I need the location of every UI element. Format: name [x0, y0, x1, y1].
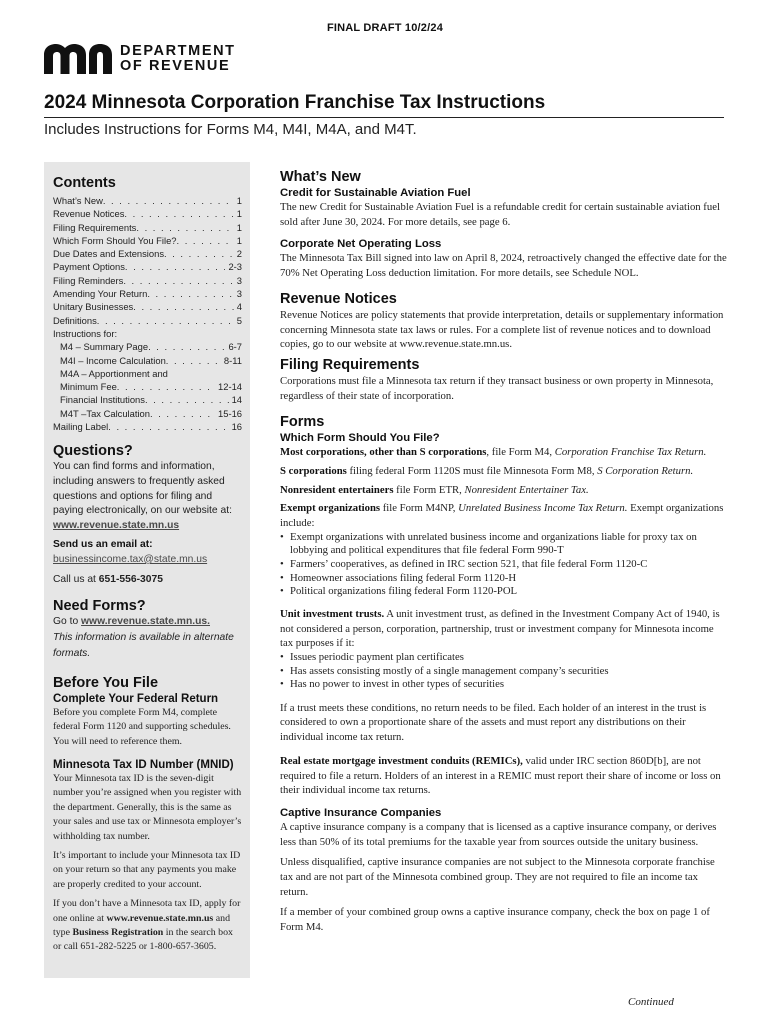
forms-heading: Forms [280, 414, 325, 431]
logo-line-2: OF REVENUE [120, 58, 231, 74]
list-item: • Has assets consisting mostly of a single management company’s securities [280, 665, 728, 679]
toc-item[interactable]: Revenue Notices . . . 1 [53, 207, 242, 220]
list-item: • Homeowner associations filing federal Form 1120-H [280, 572, 728, 586]
toc-item[interactable]: M4 – Summary Page . . . 6-7 [53, 340, 242, 353]
revenue-notices-text: Revenue Notices are policy statements that provide interpretation, details or supplementary information concerning Minnesota state tax laws or rules. For a complete list of revenue notices and to download copies, go to our website at www.revenue.state.mn.us. [280, 308, 724, 351]
exempt-org-list [280, 531, 728, 599]
toc-item[interactable]: Which Form Should You File? . . . 1 [53, 234, 242, 247]
saf-heading: Credit for Sustainable Aviation Fuel [280, 187, 471, 199]
mn-logo-mark-icon [44, 44, 112, 74]
saf-text: The new Credit for Sustainable Aviation Fuel is a refundable credit for certain sustainable aviation fuel sold after June 30, 2024. For more details, see page 6. [280, 201, 720, 228]
trust-text: If a trust meets these conditions, no return needs to be filed. Each holder of an interest in the trust is considered to own a proportionate share of the assets and must report any distributions on their individual income tax return. [280, 701, 707, 744]
forms-para-4: Exempt organizations file Form M4NP, Unrelated Business Income Tax Return. Exempt organizations include: [280, 502, 724, 530]
nol-heading: Corporate Net Operating Loss [280, 238, 442, 251]
complete-return-heading: Complete Your Federal Return [53, 692, 219, 705]
draft-label: FINAL DRAFT 10/2/24 [326, 22, 444, 34]
email-label: Send us an email at: [53, 539, 153, 551]
toc-item[interactable]: Amending Your Return . . . 3 [53, 287, 242, 300]
captive-text-1: A captive insurance company is a company that is licensed as a captive insurance company, or derives less than 50% of its total premiums for the taxable year from sources outside the unitary business. [280, 820, 717, 848]
nol-text: The Minnesota Tax Bill signed into law on April 8, 2024, retroactively changed the effective date for the 70% Net Operating Loss deduction limitation. For more details, see Schedule NOL. [280, 252, 727, 280]
continued-label: Continued [628, 996, 674, 1008]
remic-para: Real estate mortgage investment conduits (REMICs), valid under IRC section 860D[b], are not required to file a return. Holders of an interest in a REMIC must report their share of income or loss on their individual income tax returns. [280, 754, 721, 797]
toc-item[interactable]: Due Dates and Extensions . . . 2 [53, 247, 242, 260]
alt-formats-note: This information is available in alternate formats. [53, 631, 234, 660]
uit-para: Unit investment trusts. A unit investment trust, as defined in the Investment Company Act of 1940, is not considered a person, corporation, partnership, trust or investment company for Minnesota income tax purposes if it: [280, 607, 720, 650]
main-content [280, 168, 728, 935]
toc-item[interactable]: Definitions . . . 5 [53, 314, 242, 327]
need-forms-heading: Need Forms? [53, 598, 146, 615]
goto-text: Go to www.revenue.state.mn.us. [53, 616, 210, 628]
toc-item[interactable]: M4I – Income Calculation . . . 8-11 [53, 354, 242, 367]
website-link[interactable]: www.revenue.state.mn.us [53, 519, 180, 531]
phone-number: 651-556-3075 [98, 573, 163, 585]
captive-heading: Captive Insurance Companies [280, 806, 442, 819]
toc-instructions-label: Instructions for: [53, 327, 118, 339]
toc-item[interactable]: Unitary Businesses . . . 4 [53, 300, 242, 313]
toc-item[interactable]: Filing Requirements . . . 1 [53, 221, 242, 234]
toc-item[interactable]: Mailing Label . . . 16 [53, 420, 242, 433]
mnid-text-3: If you don’t have a Minnesota tax ID, apply for one online at www.revenue.state.mn.us and type Business Registration in the search box or call 651-282-5225 or 1-800-657-3605. [53, 898, 241, 953]
mnid-text-2: It’s important to include your Minnesota tax ID on your return so that any payments you make are properly credited to your account. [53, 849, 241, 890]
revenue-notices-heading: Revenue Notices [280, 290, 397, 307]
toc-item[interactable]: What’s New . . . 1 [53, 194, 242, 207]
complete-return-text: Before you complete Form M4, complete federal Form 1120 and supporting schedules. You will need to reference them. [53, 706, 231, 747]
logo-line-1: DEPARTMENT [120, 43, 236, 59]
whats-new-heading: What’s New [280, 169, 361, 185]
contents-heading: Contents [53, 175, 116, 191]
table-of-contents [53, 194, 242, 433]
questions-text: You can find forms and information, including answers to frequently asked questions and options for filing and paying electronically, on our website at: [53, 461, 232, 517]
sidebar [44, 162, 250, 978]
mnid-heading: Minnesota Tax ID Number (MNID) [53, 758, 234, 771]
forms-para-1: Most corporations, other than S corporations, file Form M4, Corporation Franchise Tax Return. [280, 446, 707, 459]
captive-text-3: If a member of your combined group owns a captive insurance company, check the box on page 1 of Form M4. [280, 906, 710, 934]
before-you-file-heading: Before You File [53, 674, 159, 691]
list-item: • Farmers’ cooperatives, as defined in IRC section 521, that file federal Form 1120-C [280, 558, 728, 572]
page-title: 2024 Minnesota Corporation Franchise Tax Instructions [44, 92, 546, 113]
page-subtitle: Includes Instructions for Forms M4, M4I, M4A, and M4T. [44, 121, 417, 138]
toc-item[interactable]: M4A – Apportionment and [60, 367, 168, 379]
filing-requirements-heading: Filing Requirements [280, 356, 420, 373]
forms-para-3: Nonresident entertainers file Form ETR, Nonresident Entertainer Tax. [280, 483, 589, 496]
captive-text-2: Unless disqualified, captive insurance companies are not subject to the Minnesota corporate franchise tax and are not part of the Minnesota combined group. They are not required to file an income tax return. [280, 856, 715, 898]
toc-item[interactable]: M4T –Tax Calculation . . . 15-16 [53, 407, 242, 420]
forms-website-link[interactable]: www.revenue.state.mn.us. [81, 616, 210, 628]
list-item: • Exempt organizations with unrelated business income and organizations liable for proxy tax on lobbying and political expenditures that file federal Form 990-T [280, 531, 728, 558]
which-form-heading: Which Form Should You File? [280, 432, 440, 445]
call-us: Call us at 651-556-3075 [53, 573, 163, 585]
list-item: • Issues periodic payment plan certificates [280, 651, 728, 665]
filing-requirements-text: Corporations must file a Minnesota tax return if they transact business or own property in Minnesota, regardless of their state of incorporation. [280, 374, 714, 402]
email-link[interactable]: businessincome.tax@state.mn.us [53, 553, 208, 565]
title-divider [44, 117, 724, 118]
toc-item[interactable]: Financial Institutions . . . 14 [53, 393, 242, 406]
toc-item[interactable]: Minimum Fee . . . 12-14 [53, 380, 242, 393]
forms-para-2: S corporations filing federal Form 1120S must file Minnesota Form M8, S Corporation Return. [280, 465, 694, 478]
toc-item[interactable]: Payment Options . . . 2-3 [53, 260, 242, 273]
mnid-text-1: Your Minnesota tax ID is the seven-digit number you’re assigned when you register with the department. Generally, this is the same as your sales and use tax or Minnesota employer’s withholding tax number. [53, 772, 242, 842]
list-item: • Has no power to invest in other types of securities [280, 678, 728, 692]
department-logo [44, 44, 236, 74]
questions-heading: Questions? [53, 443, 133, 460]
list-item: • Political organizations filing federal Form 1120-POL [280, 585, 728, 599]
uit-list [280, 651, 728, 692]
toc-item[interactable]: Filing Reminders . . . 3 [53, 274, 242, 287]
